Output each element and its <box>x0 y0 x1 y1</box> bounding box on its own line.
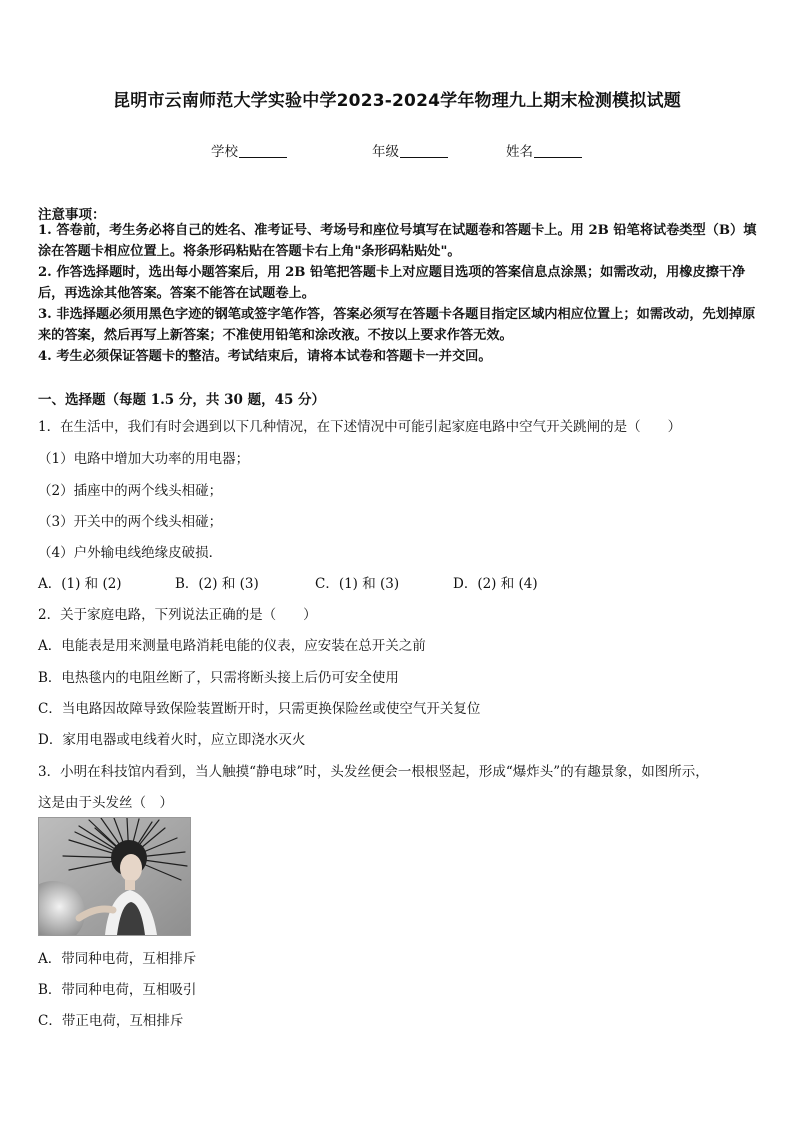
notice-heading: 注意事项： <box>38 207 106 223</box>
q1-option-a: A．(1) 和 (2) <box>38 576 122 592</box>
notice-item-2: 2. 作答选择题时，选出每小题答案后，用 2B 铅笔把答题卡上对应题目选项的答案信息点涂黑；如需改动，用橡皮擦干净后，再选涂其他答案。答案不能答在试题卷上。 <box>38 265 746 301</box>
section-heading: 一、选择题（每题 1.5 分，共 30 题，45 分） <box>38 392 326 408</box>
q3-stem-line2: 这是由于头发丝（ ） <box>38 795 173 811</box>
notice-item-4: 4. 考生必须保证答题卡的整洁。考试结束后，请将本试卷和答题卡一并交回。 <box>38 349 492 364</box>
school-blank <box>239 143 287 158</box>
page-title: 昆明市云南师范大学实验中学2023-2024学年物理九上期末检测模拟试题 <box>113 91 681 111</box>
static-electricity-photo <box>38 817 191 936</box>
q2-option-a: A．电能表是用来测量电路消耗电能的仪表，应安装在总开关之前 <box>38 638 426 654</box>
q1-case-1: （1）电路中增加大功率的用电器； <box>38 451 250 467</box>
notice-item-1: 1. 答卷前，考生务必将自己的姓名、准考证号、考场号和座位号填写在试题卷和答题卡上。用 2B 铅笔将试卷类型（B）填涂在答题卡相应位置上。将条形码粘贴在答题卡右上角"条形码粘贴处"。 <box>38 223 757 259</box>
grade-blank <box>400 143 448 158</box>
name-label: 姓名 <box>506 144 533 160</box>
q2-option-d: D．家用电器或电线着火时，应立即浇水灭火 <box>38 732 306 748</box>
q1-stem: 1．在生活中，我们有时会遇到以下几种情况，在下述情况中可能引起家庭电路中空气开关跳闸的是（ ） <box>38 419 682 435</box>
q1-case-2: （2）插座中的两个线头相碰； <box>38 483 223 499</box>
notice-item-3: 3. 非选择题必须用黑色字迹的钢笔或签字笔作答，答案必须写在答题卡各题目指定区域内相应位置上；如需改动，先划掉原来的答案，然后再写上新答案；不准使用铅笔和涂改液。不按以上要求作答无效。 <box>38 307 756 343</box>
q3-option-b: B．带同种电荷，互相吸引 <box>38 982 197 998</box>
q3-stem-line1: 3．小明在科技馆内看到，当人触摸“静电球”时，头发丝便会一根根竖起，形成“爆炸头”的有趣景象，如图所示， <box>38 764 709 780</box>
school-label: 学校 <box>211 144 238 160</box>
q3-option-c: C．带正电荷，互相排斥 <box>38 1013 184 1029</box>
q3-option-a: A．带同种电荷，互相排斥 <box>38 951 197 967</box>
static-electricity-illustration <box>39 818 190 935</box>
q2-stem: 2．关于家庭电路，下列说法正确的是（ ） <box>38 607 317 623</box>
name-field <box>506 140 582 160</box>
grade-field <box>372 140 448 160</box>
name-blank <box>534 143 582 158</box>
q2-option-c: C．当电路因故障导致保险装置断开时，只需更换保险丝或使空气开关复位 <box>38 701 481 717</box>
q2-option-b: B．电热毯内的电阻丝断了，只需将断头接上后仍可安全使用 <box>38 670 399 686</box>
q1-option-b: B．(2) 和 (3) <box>175 576 259 592</box>
q1-option-d: D．(2) 和 (4) <box>453 576 538 592</box>
q1-case-4: （4）户外输电线绝缘皮破损． <box>38 545 223 561</box>
grade-label: 年级 <box>372 144 399 160</box>
school-field <box>211 140 287 160</box>
q1-case-3: （3）开关中的两个线头相碰； <box>38 514 223 530</box>
q1-option-c: C．(1) 和 (3) <box>315 576 400 592</box>
